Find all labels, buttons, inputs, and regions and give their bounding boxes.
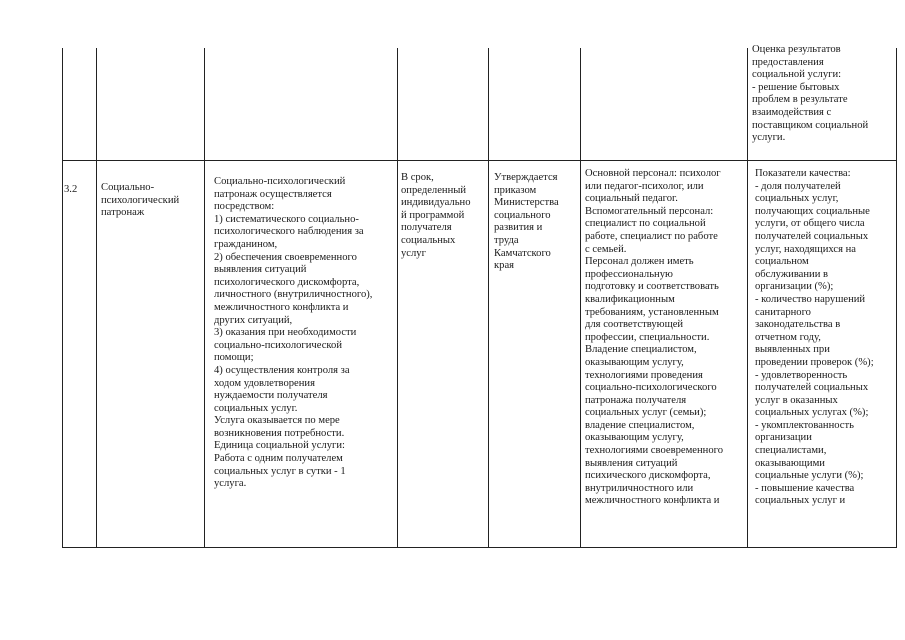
text-line: Камчатского [494, 247, 551, 259]
text-line: - количество нарушений [755, 293, 866, 305]
text-line: проведении проверок (%); [755, 356, 874, 368]
text-line: квалификационным [585, 293, 675, 305]
text-line: социальных услуг и [755, 495, 846, 507]
text-line: отчетном году, [755, 331, 821, 343]
text-line: психологического наблюдения за [214, 226, 364, 238]
text-line: межличностного конфликта и [585, 495, 720, 507]
grid-vline-1 [96, 48, 97, 548]
text-line: санитарного [755, 306, 811, 318]
text-line: организации (%); [755, 281, 834, 293]
text-line: услуг, находящихся на [755, 243, 856, 255]
text-line: Владение специалистом, [585, 344, 697, 356]
text-line: края [494, 260, 515, 272]
text-line: внутриличностного или [585, 482, 694, 494]
text-line: законодательства в [755, 319, 841, 331]
text-line: личностного (внутриличностного), [214, 289, 373, 301]
text-line: технологиями своевременного [585, 445, 723, 457]
text-line: взаимодействия с [752, 106, 832, 118]
text-line: или педагог-психолог, или [585, 180, 704, 192]
standard-cell [494, 172, 578, 273]
text-line: Услуга оказывается по мере [214, 415, 340, 427]
grid-vline-0 [62, 48, 63, 548]
text-line: технологиями проведения [585, 369, 703, 381]
text-line: социальные услуги (%); [755, 470, 864, 482]
text-line: оказывающим услугу, [585, 432, 684, 444]
text-line: обслуживании в [755, 268, 829, 280]
text-line: Показатели качества: [755, 168, 851, 179]
text-line: й программой [401, 209, 465, 221]
text-line: Оценка результатов [752, 44, 841, 55]
text-line: Единица социальной услуги: [214, 440, 345, 452]
text-line: патронаж осуществляется [214, 188, 332, 200]
text-line: развития и [494, 222, 543, 234]
text-line: психологический [101, 194, 180, 206]
prev-row-quality-cell [752, 44, 890, 145]
text-line: помощи; [214, 352, 254, 364]
grid-vline-7 [896, 48, 897, 548]
text-line: индивидуально [401, 197, 471, 209]
text-line: профессии, специальности. [585, 331, 710, 343]
text-line: специалистами, [755, 445, 827, 457]
text-line: - решение бытовых [752, 81, 840, 93]
text-line: получающих социальные [755, 205, 870, 217]
term-cell [401, 172, 485, 260]
text-line: Вспомогательный персонал: [585, 205, 714, 217]
text-line: социальных [401, 234, 456, 246]
text-line: возникновения потребности. [214, 427, 345, 439]
text-line: других ситуаций, [214, 314, 293, 326]
text-line: выявления ситуаций [585, 457, 678, 469]
text-line: подготовку и соответствовать [585, 281, 719, 293]
text-line: профессиональную [585, 268, 673, 280]
text-line: Социально- [101, 182, 155, 193]
text-line: проблем в результате [752, 94, 848, 106]
grid-hline-bottom [62, 547, 897, 548]
grid-vline-4 [488, 48, 489, 548]
text-line: приказом [494, 184, 537, 196]
text-line: В срок, [401, 172, 434, 183]
grid-vline-3 [397, 48, 398, 548]
text-line: - доля получателей [755, 180, 841, 192]
text-line: гражданином, [214, 238, 278, 250]
text-line: 2) обеспечения своевременного [214, 251, 357, 263]
text-line: социальных услуг, [755, 193, 839, 205]
text-line: определенный [401, 184, 467, 196]
text-line: социально-психологической [214, 339, 343, 351]
text-line: Персонал должен иметь [585, 256, 694, 268]
grid-vline-5 [580, 48, 581, 548]
text-line: труда [494, 234, 519, 246]
text-line: социальной услуги: [752, 69, 842, 81]
text-line: предоставления [752, 56, 824, 68]
text-line: социальных услуг в сутки - 1 [214, 465, 346, 477]
text-line: организации [755, 432, 812, 444]
text-line: услуги. [752, 132, 786, 144]
text-line: работе, специалист по работе [585, 230, 718, 242]
description-cell [214, 176, 394, 491]
text-line: 4) осуществления контроля за [214, 364, 350, 376]
text-line: услуг в оказанных [755, 394, 838, 406]
text-line: услуга. [214, 478, 247, 490]
text-line: Утверждается [494, 172, 558, 183]
text-line: социальных услуг. [214, 402, 298, 414]
quality-cell [755, 168, 893, 508]
text-line: патронаж [101, 207, 145, 219]
text-line: с семьей. [585, 243, 627, 255]
text-line: патронажа получателя [585, 394, 687, 406]
grid-hline-row-separator [62, 160, 897, 161]
text-line: социальных услуг (семьи); [585, 407, 707, 419]
text-line: получателей социальных [755, 230, 869, 242]
text-line: психологического дискомфорта, [214, 276, 360, 288]
text-line: выявления ситуаций [214, 264, 307, 276]
text-line: социальном [755, 256, 809, 268]
text-line: Основной персонал: психолог [585, 168, 721, 179]
text-line: получателя [401, 222, 452, 234]
text-line: поставщиком социальной [752, 119, 869, 131]
service-name-cell [101, 182, 201, 220]
text-line: требованиям, установленным [585, 306, 719, 318]
text-line: - укомплектованность [755, 419, 854, 431]
grid-vline-6 [747, 48, 748, 548]
text-line: Работа с одним получателем [214, 453, 343, 465]
text-line: услуги, от общего числа [755, 218, 865, 230]
text-line: межличностного конфликта и [214, 301, 349, 313]
text-line: специалист по социальной [585, 218, 706, 230]
text-line: ходом удовлетворения [214, 377, 315, 389]
text-line: 1) систематического социально- [214, 213, 359, 225]
row-number: 3.2 [64, 184, 78, 195]
text-line: - повышение качества [755, 482, 855, 494]
text-line: Министерства [494, 197, 559, 209]
text-line: нуждаемости получателя [214, 390, 328, 402]
text-line: Социально-психологический [214, 176, 346, 187]
text-line: оказывающими [755, 457, 825, 469]
text-line: 3) оказания при необходимости [214, 327, 357, 339]
grid-vline-2 [204, 48, 205, 548]
text-line: социально-психологического [585, 382, 717, 394]
text-line: посредством: [214, 201, 275, 213]
text-line: получателей социальных [755, 382, 869, 394]
text-line: услуг [401, 247, 426, 259]
conditions-cell [585, 168, 745, 508]
text-line: оказывающим услугу, [585, 356, 684, 368]
text-line: социальный педагог. [585, 193, 678, 205]
text-line: выявленных при [755, 344, 830, 356]
text-line: социальных услугах (%); [755, 407, 869, 419]
text-line: - удовлетворенность [755, 369, 848, 381]
text-line: владение специалистом, [585, 419, 695, 431]
text-line: для соответствующей [585, 319, 684, 331]
text-line: психического дискомфорта, [585, 470, 711, 482]
text-line: социального [494, 209, 551, 221]
